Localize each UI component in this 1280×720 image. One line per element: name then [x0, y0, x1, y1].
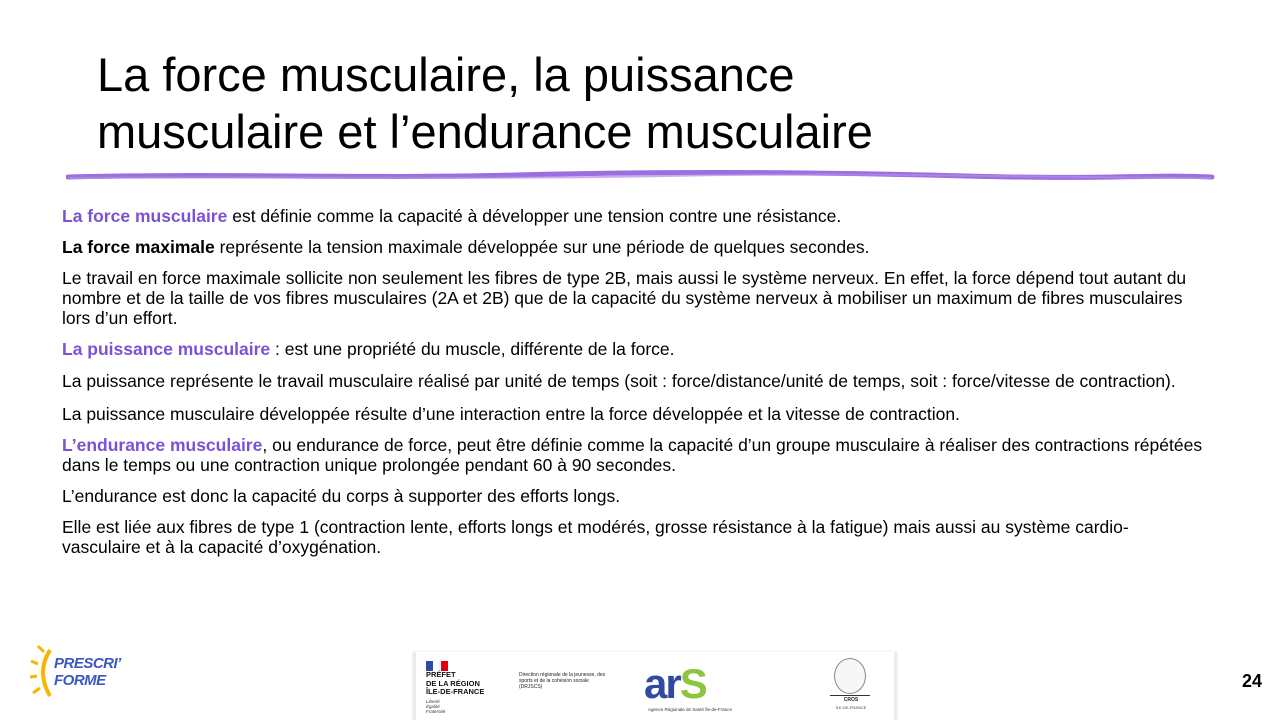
- cros-emblem-icon: [834, 658, 866, 694]
- title-underline: [66, 168, 1216, 182]
- devise-text: Liberté Égalité Fraternité: [426, 699, 446, 714]
- term-puissance-musculaire: La puissance musculaire: [62, 339, 271, 359]
- cros-subtitle: ÎLE-DE-FRANCE: [835, 705, 867, 710]
- marianne-flag-icon: [426, 658, 448, 668]
- paragraph-puissance-definition: La puissance représente le travail musculaire réalisé par unité de temps (soit : force/distance/unité de temps, soit : force/vitesse de contraction).: [62, 371, 1176, 391]
- slide-content: [62, 206, 1206, 568]
- drajes-text: Direction régionale de la jeunesse, des sports et de la cohésion sociale (DRJSCS): [519, 672, 606, 690]
- ars-logo: arS: [644, 660, 706, 707]
- paragraph-endurance-musculaire: L’endurance musculaire, ou endurance de force, peut être définie comme la capacité d’un groupe musculaire à réaliser des contractions répétées dans le temps ou une contraction unique prolongée pendant 60 à 90 secondes.: [62, 435, 1203, 475]
- term-endurance-musculaire: L’endurance musculaire: [62, 435, 263, 455]
- prescriforme-line-2: FORME: [54, 672, 106, 689]
- term-force-musculaire: La force musculaire: [62, 206, 228, 226]
- paragraph-force-musculaire: La force musculaire est définie comme la capacité à développer une tension contre une résistance.: [62, 206, 842, 226]
- prescriforme-line-1: PRESCRI’: [54, 655, 121, 672]
- prescriforme-logo: [30, 642, 130, 704]
- page-number: 24: [1241, 671, 1262, 691]
- paragraph-puissance-musculaire: La puissance musculaire : est une propriété du muscle, différente de la force.: [62, 339, 675, 359]
- cros-label: CROS: [843, 697, 859, 703]
- paragraph-endurance-fibres: Elle est liée aux fibres de type 1 (contraction lente, efforts longs et modérés, grosse résistance à la fatigue) mais aussi au système cardio-vasculaire et à la capacité d’oxygénation.: [62, 517, 1129, 557]
- slide-title-line-1: La force musculaire, la puissance: [97, 48, 795, 101]
- paragraph-endurance-definition: L’endurance est donc la capacité du corps à supporter des efforts longs.: [62, 486, 621, 506]
- slide-title-line-2: musculaire et l’endurance musculaire: [97, 105, 873, 158]
- ars-subtitle: Agence Régionale de Santé Île-de-France: [648, 707, 733, 712]
- paragraph-force-maximale: La force maximale représente la tension maximale développée sur une période de quelques secondes.: [62, 237, 870, 257]
- paragraph-travail-force: Le travail en force maximale sollicite non seulement les fibres de type 2B, mais aussi le système nerveux. En effet, la force dépend tout autant du nombre et de la taille de vos fibres musculaires (2A et 2B) que de la capacité du système nerveux à mobiliser un maximum de fibres musculaires lors d’un effort.: [62, 268, 1187, 328]
- paragraph-puissance-interaction: La puissance musculaire développée résulte d’une interaction entre la force développée et la vitesse de contraction.: [62, 404, 960, 424]
- prefet-logo-text: PRÉFET DE LA RÉGION ÎLE-DE-FRANCE: [426, 670, 485, 696]
- term-force-maximale: La force maximale: [62, 237, 215, 257]
- slide-title: [97, 46, 1217, 160]
- partner-logos-band: [413, 652, 897, 720]
